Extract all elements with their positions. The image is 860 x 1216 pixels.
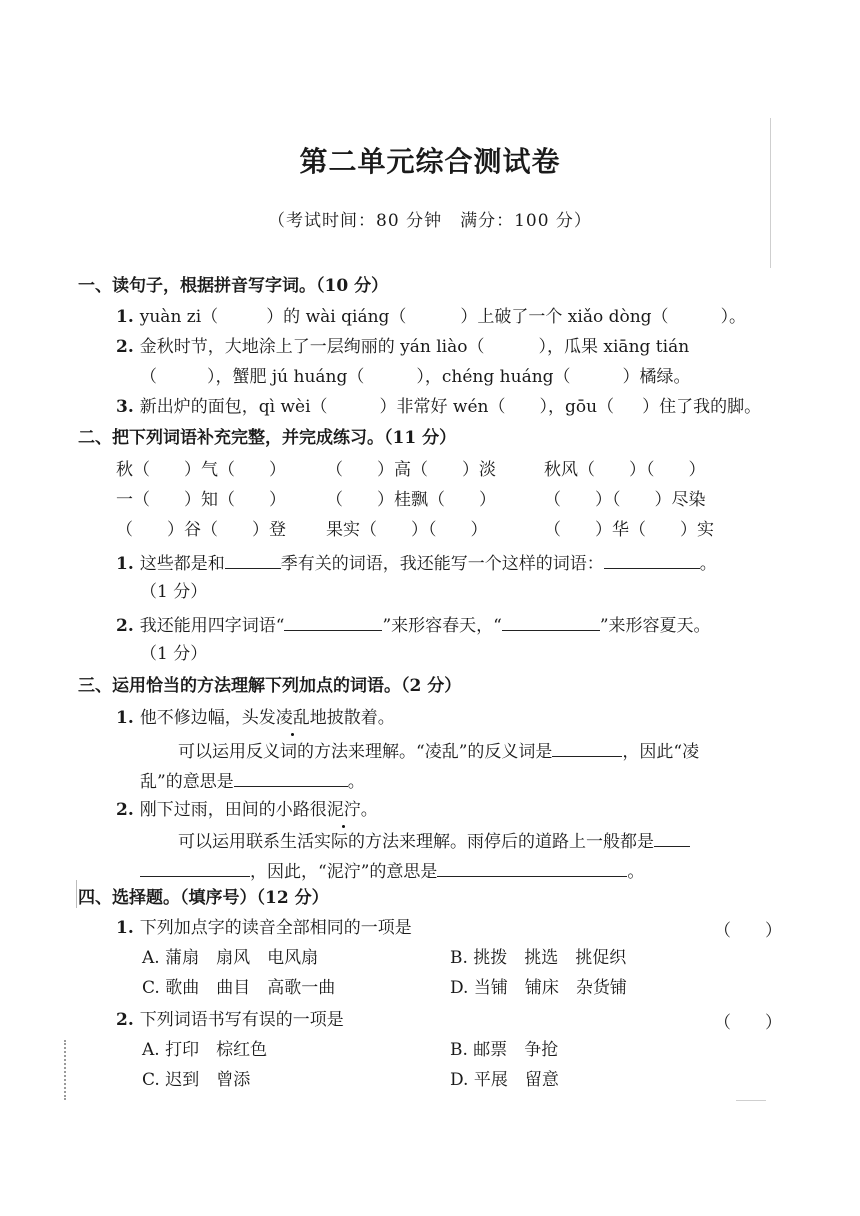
option-c[interactable]: C. 迟到 曾添 (142, 1070, 251, 1090)
idiom-cell: 果实（ ）（ ） (326, 520, 488, 540)
s2-question-2-score: （1 分） (140, 644, 208, 664)
answer-blank[interactable] (225, 550, 281, 569)
answer-blank[interactable] (284, 612, 382, 631)
option-c[interactable]: C. 歌曲 曲目 高歌一曲 (142, 978, 336, 998)
dotted-word: 泥泞 (326, 800, 361, 820)
answer-paren[interactable]: （ ） (714, 1013, 782, 1033)
s3-question-2-b: ，因此，“泥泞”的意思是 。 (140, 858, 644, 884)
answer-blank[interactable] (571, 364, 623, 382)
right-edge-line-bottom (736, 1100, 766, 1101)
answer-blank[interactable] (485, 334, 539, 352)
answer-blank[interactable] (654, 828, 690, 847)
section2-heading: 二、把下列词语补充完整，并完成练习。（11 分） (78, 428, 457, 448)
s1-question-1: 1. yuàn zi（ ）的 wài qiáng（ ）上破了一个 xiǎo dòng（ ）。 (116, 304, 746, 329)
idiom-cell: （ ）高（ ）淡 (326, 460, 496, 480)
idiom-cell: 秋风（ ）（ ） (544, 460, 706, 480)
option-b[interactable]: B. 挑拨 挑选 挑促织 (450, 948, 627, 968)
option-d[interactable]: D. 当铺 铺床 杂货铺 (450, 978, 627, 998)
s3-question-2-a: 可以运用联系生活实际的方法来理解。雨停后的道路上一般都是 (178, 828, 690, 854)
idiom-cell: （ ）桂飘（ ） (326, 490, 496, 510)
s2-question-1: 1. 这些都是和 季有关的词语，我还能写一个这样的词语： 。 (116, 550, 717, 576)
s3-question-1: 1. 他不修边幅，头发凌乱地披散着。 (116, 708, 395, 728)
idiom-cell: （ ）谷（ ）登 (116, 520, 286, 540)
s2-question-1-score: （1 分） (140, 582, 208, 602)
section1-heading: 一、读句子，根据拼音写字词。（10 分） (78, 276, 389, 296)
answer-paren[interactable]: （ ） (714, 921, 782, 941)
answer-blank[interactable] (328, 394, 380, 412)
answer-blank[interactable] (604, 550, 700, 569)
idiom-cell: （ ）华（ ）实 (544, 520, 714, 540)
answer-blank[interactable] (364, 364, 416, 382)
binding-margin-dots (64, 1040, 66, 1100)
option-a[interactable]: A. 蒲扇 扇风 电风扇 (142, 948, 319, 968)
idiom-cell: （ ）（ ）尽染 (544, 490, 706, 510)
s4-question-1: 1. 下列加点字的读音全部相同的一项是 (116, 918, 412, 938)
answer-blank[interactable] (234, 768, 348, 787)
answer-blank[interactable] (614, 394, 642, 412)
dotted-word: 凌乱 (275, 708, 310, 728)
answer-blank[interactable] (140, 858, 250, 877)
answer-blank[interactable] (406, 304, 460, 322)
option-b[interactable]: B. 邮票 争抢 (450, 1040, 559, 1060)
idiom-cell: 一（ ）知（ ） (116, 490, 286, 510)
section3-heading: 三、运用恰当的方法理解下列加点的词语。（2 分） (78, 676, 462, 696)
option-a[interactable]: A. 打印 棕红色 (142, 1040, 268, 1060)
answer-blank[interactable] (157, 364, 207, 382)
s3-question-1-b: 乱”的意思是 。 (140, 768, 365, 794)
s1-question-2: 2. 金秋时节，大地涂上了一层绚丽的 yán liào（ ），瓜果 xiāng tián (116, 334, 689, 359)
answer-blank[interactable] (552, 738, 622, 757)
section4-heading: 四、选择题。（填序号）（12 分） (78, 888, 329, 908)
s4-question-2: 2. 下列词语书写有误的一项是 (116, 1010, 344, 1030)
exam-info: （考试时间：80 分钟 满分：100 分） (268, 211, 592, 231)
answer-blank[interactable] (502, 612, 600, 631)
page-title: 第二单元综合测试卷 (299, 145, 561, 178)
answer-blank[interactable] (218, 304, 266, 322)
s3-question-1-a: 可以运用反义词的方法来理解。“凌乱”的反义词是 ，因此“凌 (178, 738, 699, 764)
s1-question-3: 3. 新出炉的面包，qì wèi（ ）非常好 wén（ ），gōu（ ）住了我的脚。 (116, 394, 761, 419)
answer-blank[interactable] (506, 394, 540, 412)
s2-question-2: 2. 我还能用四字词语“ ”来形容春天，“ ”来形容夏天。 (116, 612, 711, 638)
idiom-cell: 秋（ ）气（ ） (116, 460, 286, 480)
option-d[interactable]: D. 平展 留意 (450, 1070, 559, 1090)
s1-question-2-cont: （ ），蟹肥 jú huáng（ ），chéng huáng（ ）橘绿。 (140, 364, 691, 389)
answer-blank[interactable] (669, 304, 721, 322)
answer-blank[interactable] (437, 858, 627, 877)
s3-question-2: 2. 刚下过雨，田间的小路很泥泞。 (116, 800, 378, 820)
